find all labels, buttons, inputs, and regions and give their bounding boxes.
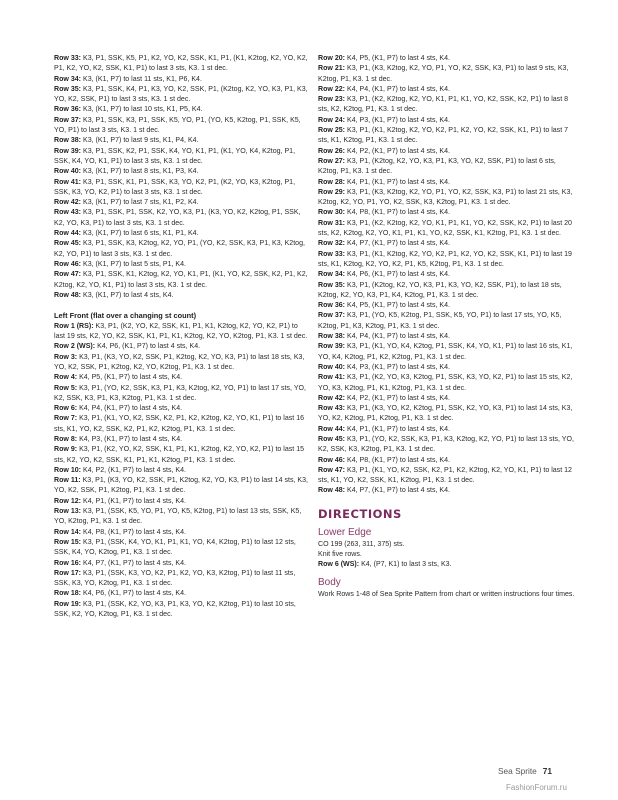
- row-label: Row 30:: [318, 209, 346, 217]
- row-text: K4, P7, (K1, P7) to last 4 sts, K4.: [345, 240, 450, 248]
- row-label: Row 8:: [54, 435, 78, 443]
- pattern-row: [318, 85, 576, 95]
- row-text: K3, (K1, P7) to last 8 sts, K1, P3, K4.: [81, 168, 199, 176]
- pattern-row: [54, 528, 310, 538]
- row-text: K3, P1, SSK, K2, P1, SSK, K4, YO, K1, P1, (K1, YO, K4, K2tog, P1, SSK, K4, YO, K1, P1) to last 3 sts, K3. 1 st dec.: [54, 147, 296, 165]
- row-text: K4, P8, (K1, P7) to last 4 sts, K4.: [81, 528, 186, 536]
- directions-heading: DIRECTIONS: [318, 506, 402, 521]
- pattern-row: [318, 188, 576, 209]
- left-column: [54, 54, 310, 620]
- row-text: K3, P1, (K2tog, K2, YO, K3, P1, K3, YO, K2, SSK, P1) to last 6 sts, K2tog, P1, K3. 1 st dec.: [318, 157, 556, 176]
- row-text: K4, P4, (K1, P7) to last 4 sts, K4.: [345, 333, 450, 341]
- row-text: K4, P7, (K1, P7) to last 4 sts, K4.: [345, 487, 450, 495]
- pattern-row: [54, 384, 310, 405]
- row-text: K3, P1, (K3, YO, K2, SSK, P1, K2tog, K2, YO, K3, P1) to last 18 sts, K3, YO, K2, SSK, P1, K2tog, K2, YO, K2tog, P1, K3. 1 st dec.: [54, 353, 305, 371]
- row-text: K3, P1, (YO, K2, SSK, K3, P1, K3, K2tog, K2, YO, P1) to last 13 sts, YO, K2, SSK, K3, K2tog, P1, K3. 1 st dec.: [318, 435, 574, 454]
- row-label: Row 4:: [54, 374, 78, 382]
- row-text: K3, (K1, P7) to last 6 sts, K1, P1, K4.: [81, 230, 199, 238]
- pattern-row: [318, 394, 576, 404]
- pattern-row: [54, 85, 310, 106]
- row-text: K4, P1, (K1, P7) to last 4 sts, K4.: [345, 178, 450, 186]
- row-text: K3, (K1, P7) to last 4 sts, K4.: [81, 291, 174, 299]
- pattern-row: [54, 178, 310, 199]
- pattern-row: [54, 435, 310, 445]
- row-label: Row 11:: [54, 477, 81, 485]
- row-label: Row 19:: [54, 600, 82, 608]
- pattern-row: [318, 239, 576, 249]
- row-label: Row 40:: [318, 363, 346, 371]
- lower-edge-heading: Lower Edge: [318, 526, 372, 538]
- pattern-row: [318, 178, 576, 188]
- pattern-row: [318, 208, 576, 218]
- pattern-row: [318, 116, 576, 126]
- row-text: K4, P3, (K1, P7) to last 4 sts, K4.: [345, 363, 450, 371]
- pattern-row: [54, 404, 310, 414]
- pattern-row: [54, 322, 310, 343]
- row-label: Row 35:: [54, 85, 82, 93]
- row-text: K3, P1, SSK, P1, SSK, K2, YO, K3, P1, (K3, YO, K2, K2tog, P1, SSK, K2, YO, K3, P1) to last 3 sts, K3. 1 st dec.: [54, 209, 301, 227]
- pattern-row: [318, 64, 576, 85]
- row-text: K4, P8, (K1, P7) to last 4 sts, K4.: [345, 209, 450, 217]
- row-label: Row 2 (WS):: [54, 343, 96, 351]
- pattern-row: [318, 126, 576, 147]
- pattern-row: [54, 54, 310, 75]
- row-text: K3, P1, (K1, K2tog, K2, YO, K2, P1, K2, YO, K2, SSK, K1, P1) to last 19 sts, K1, K2tog, K2, YO, K2, P1, K5, K2tog, P1, K3. 1 st dec.: [318, 250, 572, 268]
- pattern-row: [318, 281, 576, 302]
- row-label: Row 24:: [318, 116, 346, 124]
- pattern-row: [54, 497, 310, 507]
- row-text: K4, P4, (K1, P7) to last 4 sts, K4.: [77, 405, 183, 413]
- row-text: K3, (K1, P7) to last 11 sts, K1, P6, K4.: [81, 75, 202, 83]
- pattern-row: [54, 136, 310, 146]
- row-text: K4, P6, (K1, P7) to last 4 sts, K4.: [95, 343, 201, 351]
- row-text: K4, P4, (K1, P7) to last 4 sts, K4.: [345, 85, 450, 93]
- right-rows-top: [318, 54, 576, 497]
- row-text: K3, P1, (K3, K2tog, K2, YO, P1, YO, K2, SSK, K3, P1) to last 9 sts, K3, K2tog, P1, K3. 1 st dec.: [318, 65, 569, 83]
- row-label: Row 20:: [318, 55, 346, 62]
- pattern-row: [54, 569, 310, 590]
- row-label: Row 32:: [318, 240, 346, 248]
- body-heading: Body: [318, 576, 341, 588]
- row-text: K3, P1, (YO, K5, K2tog, P1, SSK, K5, YO, P1) to last 17 sts, YO, K5, K2tog, P1, K3, K2tog, P1, K3. 1 st dec.: [318, 312, 562, 330]
- row-label: Row 16:: [54, 559, 82, 567]
- row-label: Row 3:: [54, 353, 78, 361]
- row-text: K4, (P7, K1) to last 3 sts, K3.: [359, 561, 452, 569]
- row-label: Row 22:: [318, 85, 346, 93]
- pattern-row: [54, 559, 310, 569]
- row-label: Row 37:: [318, 312, 346, 320]
- pattern-row: [318, 157, 576, 178]
- row-label: Row 33:: [54, 55, 82, 62]
- pattern-row: [54, 445, 310, 466]
- pattern-row: [318, 332, 576, 342]
- row-label: Row 14:: [54, 528, 82, 536]
- row-text: K4, P8, (K1, P7) to last 4 sts, K4.: [345, 456, 450, 464]
- row-label: Row 13:: [54, 508, 82, 516]
- pattern-row: [54, 373, 310, 383]
- pattern-row: [318, 363, 576, 373]
- row-label: Row 33:: [318, 250, 346, 258]
- pattern-row: [318, 404, 576, 425]
- watermark: FashionForum.ru: [506, 783, 567, 792]
- lower-edge-line-2: Knit five rows.: [318, 551, 362, 559]
- row-label: Row 9:: [54, 446, 78, 454]
- row-text: K4, P2, (K1, P7) to last 4 sts, K4.: [345, 147, 450, 155]
- row-label: Row 7:: [54, 415, 78, 423]
- row-label: Row 10:: [54, 466, 82, 474]
- row-label: Row 44:: [318, 425, 346, 433]
- pattern-row: [318, 301, 576, 311]
- pattern-row: [54, 270, 310, 291]
- row-label: Row 47:: [318, 466, 346, 474]
- row-text: K3, P1, (K1, YO, K4, K2tog, P1, SSK, K4, YO, K1, P1) to last 16 sts, K1, YO, K4, K2tog, P1, K2, K2tog, P1, K3. 1 st dec.: [318, 343, 573, 361]
- row-label: Row 47:: [54, 271, 82, 279]
- row-label: Row 29:: [318, 188, 346, 196]
- row-text: K3, P1, (K1, K2tog, K2, YO, K2, P1, K2, YO, K2, SSK, K1, P1) to last 7 sts, K1, K2tog, P1, K3. 1 st dec.: [318, 127, 569, 145]
- row-label: Row 31:: [318, 219, 346, 227]
- pattern-row: [318, 219, 576, 240]
- row-text: K3, P1, (SSK, K5, YO, P1, YO, K5, K2tog, P1) to last 13 sts, SSK, K5, YO, K2tog, P1, K3. 1 st dec.: [54, 508, 302, 526]
- left-rows-bottom: [54, 322, 310, 621]
- page-footer: [498, 766, 552, 776]
- row-text: K3, P1, SSK, K4, P1, K3, YO, K2, SSK, P1, (K2tog, K2, YO, K3, P1, K3, YO, K2, SSK, P1) to last 3 sts, K3. 1 st dec.: [54, 85, 308, 104]
- row-label: Row 38:: [54, 137, 82, 145]
- row-text: K4, P5, (K1, P7) to last 4 sts, K4.: [77, 374, 183, 382]
- row-label: Row 6:: [54, 405, 78, 413]
- row-label: Row 28:: [318, 178, 346, 186]
- row-label: Row 12:: [54, 497, 82, 505]
- row-text: K4, P3, (K1, P7) to last 4 sts, K4.: [77, 435, 183, 443]
- row-text: K4, P2, (K1, P7) to last 4 sts, K4.: [81, 466, 186, 474]
- row-text: K3, (K1, P7) to last 10 sts, K1, P5, K4.: [81, 106, 203, 114]
- left-rows-top: [54, 54, 310, 301]
- row-text: K4, P1, (K1, P7) to last 4 sts, K4.: [81, 497, 186, 505]
- row-label: Row 27:: [318, 157, 346, 165]
- row-text: K3, P1, (YO, K2, SSK, K3, P1, K3, K2tog, K2, YO, P1) to last 17 sts, YO, K2, SSK, K3, P1, K3, K2tog, P1, K3. 1 st dec.: [54, 384, 306, 402]
- row-label: Row 45:: [54, 240, 82, 248]
- row-label: Row 1 (RS):: [54, 322, 94, 330]
- pattern-row: [318, 250, 576, 271]
- row-label: Row 6 (WS):: [318, 561, 360, 569]
- pattern-row: [318, 466, 576, 487]
- pattern-row: [54, 105, 310, 115]
- row-label: Row 36:: [318, 302, 346, 310]
- row-label: Row 43:: [318, 405, 346, 413]
- row-text: K4, P2, (K1, P7) to last 4 sts, K4.: [345, 394, 450, 402]
- row-text: K3, P1, (K3, K2tog, K2, YO, P1, YO, K2, SSK, K3, P1) to last 21 sts, K3, K2tog, K2, YO, P1, YO, K2, SSK, K3, K2tog, P1, K3. 1 st dec.: [318, 188, 573, 207]
- lower-edge-row-6: [318, 560, 576, 570]
- pattern-row: [54, 116, 310, 137]
- row-label: Row 21:: [318, 65, 346, 73]
- row-label: Row 48:: [318, 487, 346, 495]
- row-label: Row 48:: [54, 291, 82, 299]
- row-text: K3, P1, (K3, YO, K2, K2tog, P1, SSK, K2, YO, K3, P1) to last 14 sts, K3, YO, K2, K2tog, P1, K2tog, P1, K3. 1 st dec.: [318, 405, 573, 423]
- spacer: [54, 301, 310, 311]
- row-text: K3, P1, (K2, YO, K3, K2tog, P1, SSK, K3, YO, K2, P1) to last 15 sts, K2, YO, K3, K2tog, P1, K1, K2tog, P1, K3. 1 st dec.: [318, 374, 573, 392]
- pattern-row: [54, 342, 310, 352]
- pattern-row: [318, 425, 576, 435]
- row-label: Row 41:: [318, 374, 346, 382]
- row-text: K3, (K1, P7) to last 7 sts, K1, P2, K4.: [81, 199, 199, 207]
- right-column: [318, 54, 576, 600]
- pattern-row: [54, 147, 310, 168]
- pattern-row: [54, 476, 310, 497]
- row-text: K3, P1, SSK, K3, P1, SSK, K5, YO, P1, (YO, K5, K2tog, P1, SSK, K5, YO, P1) to last 3 sts, K3. 1 st dec.: [54, 116, 301, 135]
- pattern-row: [54, 589, 310, 599]
- page-number: 71: [542, 766, 552, 776]
- section-heading-left-front: Left Front (flat over a changing st count): [54, 311, 197, 321]
- row-label: Row 44:: [54, 230, 82, 238]
- row-label: Row 46:: [318, 456, 346, 464]
- row-label: Row 25:: [318, 127, 346, 135]
- pattern-row: [54, 208, 310, 229]
- row-text: K3, P1, (K2, K2tog, K2, YO, K1, P1, K1, YO, K2, SSK, K2, P1) to last 8 sts, K2, K2tog, P1, K3. 1 st dec.: [318, 96, 569, 114]
- pattern-row: [318, 147, 576, 157]
- pattern-row: [318, 311, 576, 332]
- row-label: Row 42:: [318, 394, 346, 402]
- pattern-row: [54, 466, 310, 476]
- row-text: K3, P1, (SSK, K3, YO, K2, P1, K2, YO, K3, K2tog, P1) to last 11 sts, SSK, K3, YO, K2tog, P1, K3. 1 st dec.: [54, 569, 296, 588]
- row-label: Row 41:: [54, 178, 82, 186]
- row-label: Row 36:: [54, 106, 82, 114]
- row-text: K4, P6, (K1, P7) to last 4 sts, K4.: [81, 590, 186, 598]
- row-label: Row 18:: [54, 590, 82, 598]
- row-label: Row 5:: [54, 384, 78, 392]
- pattern-row: [318, 435, 576, 456]
- row-label: Row 42:: [54, 199, 82, 207]
- row-label: Row 17:: [54, 569, 82, 577]
- row-label: Row 45:: [318, 435, 346, 443]
- row-text: K4, P6, (K1, P7) to last 4 sts, K4.: [345, 271, 450, 279]
- pattern-row: [318, 342, 576, 363]
- row-text: K3, P1, SSK, K5, P1, K2, YO, K2, SSK, K1, P1, (K1, K2tog, K2, YO, K2, P1, K2, YO, K2, SSK, K1, P1) to last 3 sts, K3. 1 st dec.: [54, 55, 308, 73]
- row-text: K3, (K1, P7) to last 9 sts, K1, P4, K4.: [81, 137, 199, 145]
- row-text: K3, P1, (K2, YO, K2, SSK, K1, P1, K1, K2tog, K2, YO, K2, P1) to last 19 sts, K2, YO, K2, SSK, K1, P1, K1, K2tog, K2, YO, K2tog, P1, K3. 1 st dec.: [54, 322, 308, 341]
- row-label: Row 23:: [318, 96, 346, 104]
- pattern-row: [318, 456, 576, 466]
- pattern-row: [54, 353, 310, 374]
- pattern-row: [318, 486, 576, 496]
- pattern-row: [318, 95, 576, 116]
- pattern-row: [54, 229, 310, 239]
- pattern-row: [54, 167, 310, 177]
- row-label: Row 15:: [54, 538, 82, 546]
- body-text: Work Rows 1-48 of Sea Sprite Pattern from chart or written instructions four times.: [318, 590, 575, 598]
- row-text: K3, P1, (K2, YO, K2, SSK, K1, P1, K1, K2tog, K2, YO, K2, P1) to last 15 sts, K2, YO, K2, SSK, K1, P1, K1, K2tog, P1, K3. 1 st dec.: [54, 446, 305, 464]
- row-label: Row 34:: [318, 271, 346, 279]
- row-text: K3, P1, SSK, K1, K2tog, K2, YO, K1, P1, (K1, YO, K2, SSK, K2, P1, K2, K2tog, K2, YO, K1, P1) to last 3 sts, K3. 1 st dec.: [54, 271, 308, 289]
- row-label: Row 35:: [318, 281, 346, 289]
- pattern-row: [318, 54, 576, 64]
- row-text: K3, P1, (SSK, K4, YO, K1, P1, K1, YO, K4, K2tog, P1) to last 12 sts, SSK, K4, YO, K2tog, P1, K3. 1 st dec.: [54, 538, 296, 557]
- row-text: K3, P1, (K2, K2tog, K2, YO, K1, P1, K1, YO, K2, SSK, K2, P1) to last 20 sts, K2, K2tog, K2, YO, K1, P1, K1, YO, K2, SSK, K1, K2tog, P1, K3. 1 st dec.: [318, 219, 572, 238]
- row-label: Row 46:: [54, 260, 82, 268]
- row-text: K3, P1, (K2tog, K2, YO, K3, P1, K3, YO, K2, SSK, P1), to last 18 sts, K2tog, K2, YO, K3, P1, K4, K2tog, P1, K3. 1 st dec.: [318, 281, 562, 299]
- row-text: K4, P5, (K1, P7) to last 4 sts, K4.: [345, 55, 450, 62]
- pattern-row: [54, 600, 310, 621]
- pattern-row: [54, 239, 310, 260]
- pattern-row: [54, 75, 310, 85]
- row-text: K3, P1, (K1, YO, K2, SSK, K2, P1, K2, K2tog, K2, YO, K1, P1) to last 16 sts, K1, YO, K2, SSK, K2, P1, K2, K2tog, P1, K3. 1 st dec.: [54, 415, 305, 433]
- row-label: Row 43:: [54, 209, 82, 217]
- pattern-row: [54, 538, 310, 559]
- row-text: K3, P1, SSK, K3, K2tog, K2, YO, P1, (YO, K2, SSK, K3, P1, K3, K2tog, K2, YO, P1) to last 3 sts, K3. 1 st dec.: [54, 240, 305, 258]
- row-label: Row 37:: [54, 116, 82, 124]
- lower-edge-line-1: CO 199 (263, 311, 375) sts.: [318, 540, 405, 548]
- row-label: Row 39:: [54, 147, 82, 155]
- pattern-row: [54, 507, 310, 528]
- row-label: Row 34:: [54, 75, 82, 83]
- footer-title: Sea Sprite: [498, 766, 537, 776]
- row-label: Row 40:: [54, 168, 82, 176]
- row-text: K3, (K1, P7) to last 5 sts, P1, K4.: [81, 260, 186, 268]
- pattern-row: [54, 198, 310, 208]
- row-text: K4, P1, (K1, P7) to last 4 sts, K4.: [345, 425, 450, 433]
- row-text: K4, P3, (K1, P7) to last 4 sts, K4.: [345, 116, 450, 124]
- row-label: Row 39:: [318, 343, 346, 351]
- row-label: Row 26:: [318, 147, 346, 155]
- pattern-row: [54, 291, 310, 301]
- pattern-row: [54, 414, 310, 435]
- pattern-row: [54, 260, 310, 270]
- row-text: K3, P1, (K1, YO, K2, SSK, K2, P1, K2, K2tog, K2, YO, K1, P1) to last 12 sts, K1, YO, K2, SSK, K1, K2tog, P1, K3. 1 st dec.: [318, 466, 572, 485]
- pattern-row: [318, 373, 576, 394]
- row-text: K3, P1, SSK, K1, P1, SSK, K3, YO, K2, P1, (K2, YO, K3, K2tog, P1, SSK, K3, YO, K2, P1) to last 3 sts, K3. 1 st dec.: [54, 178, 296, 196]
- row-text: K3, P1, (K3, YO, K2, SSK, P1, K2tog, K2, YO, K3, P1) to last 14 sts, K3, YO, K2, SSK, P1, K2tog, P1, K3. 1 st dec.: [54, 477, 308, 495]
- row-text: K3, P1, (SSK, K2, YO, K3, P1, K3, YO, K2, K2tog, P1) to last 10 sts, SSK, K2, YO, K2tog, P1, K3. 1 st dec.: [54, 600, 296, 619]
- row-text: K4, P5, (K1, P7) to last 4 sts, K4.: [345, 302, 450, 310]
- row-text: K4, P7, (K1, P7) to last 4 sts, K4.: [81, 559, 186, 567]
- pattern-row: [318, 270, 576, 280]
- row-label: Row 38:: [318, 333, 346, 341]
